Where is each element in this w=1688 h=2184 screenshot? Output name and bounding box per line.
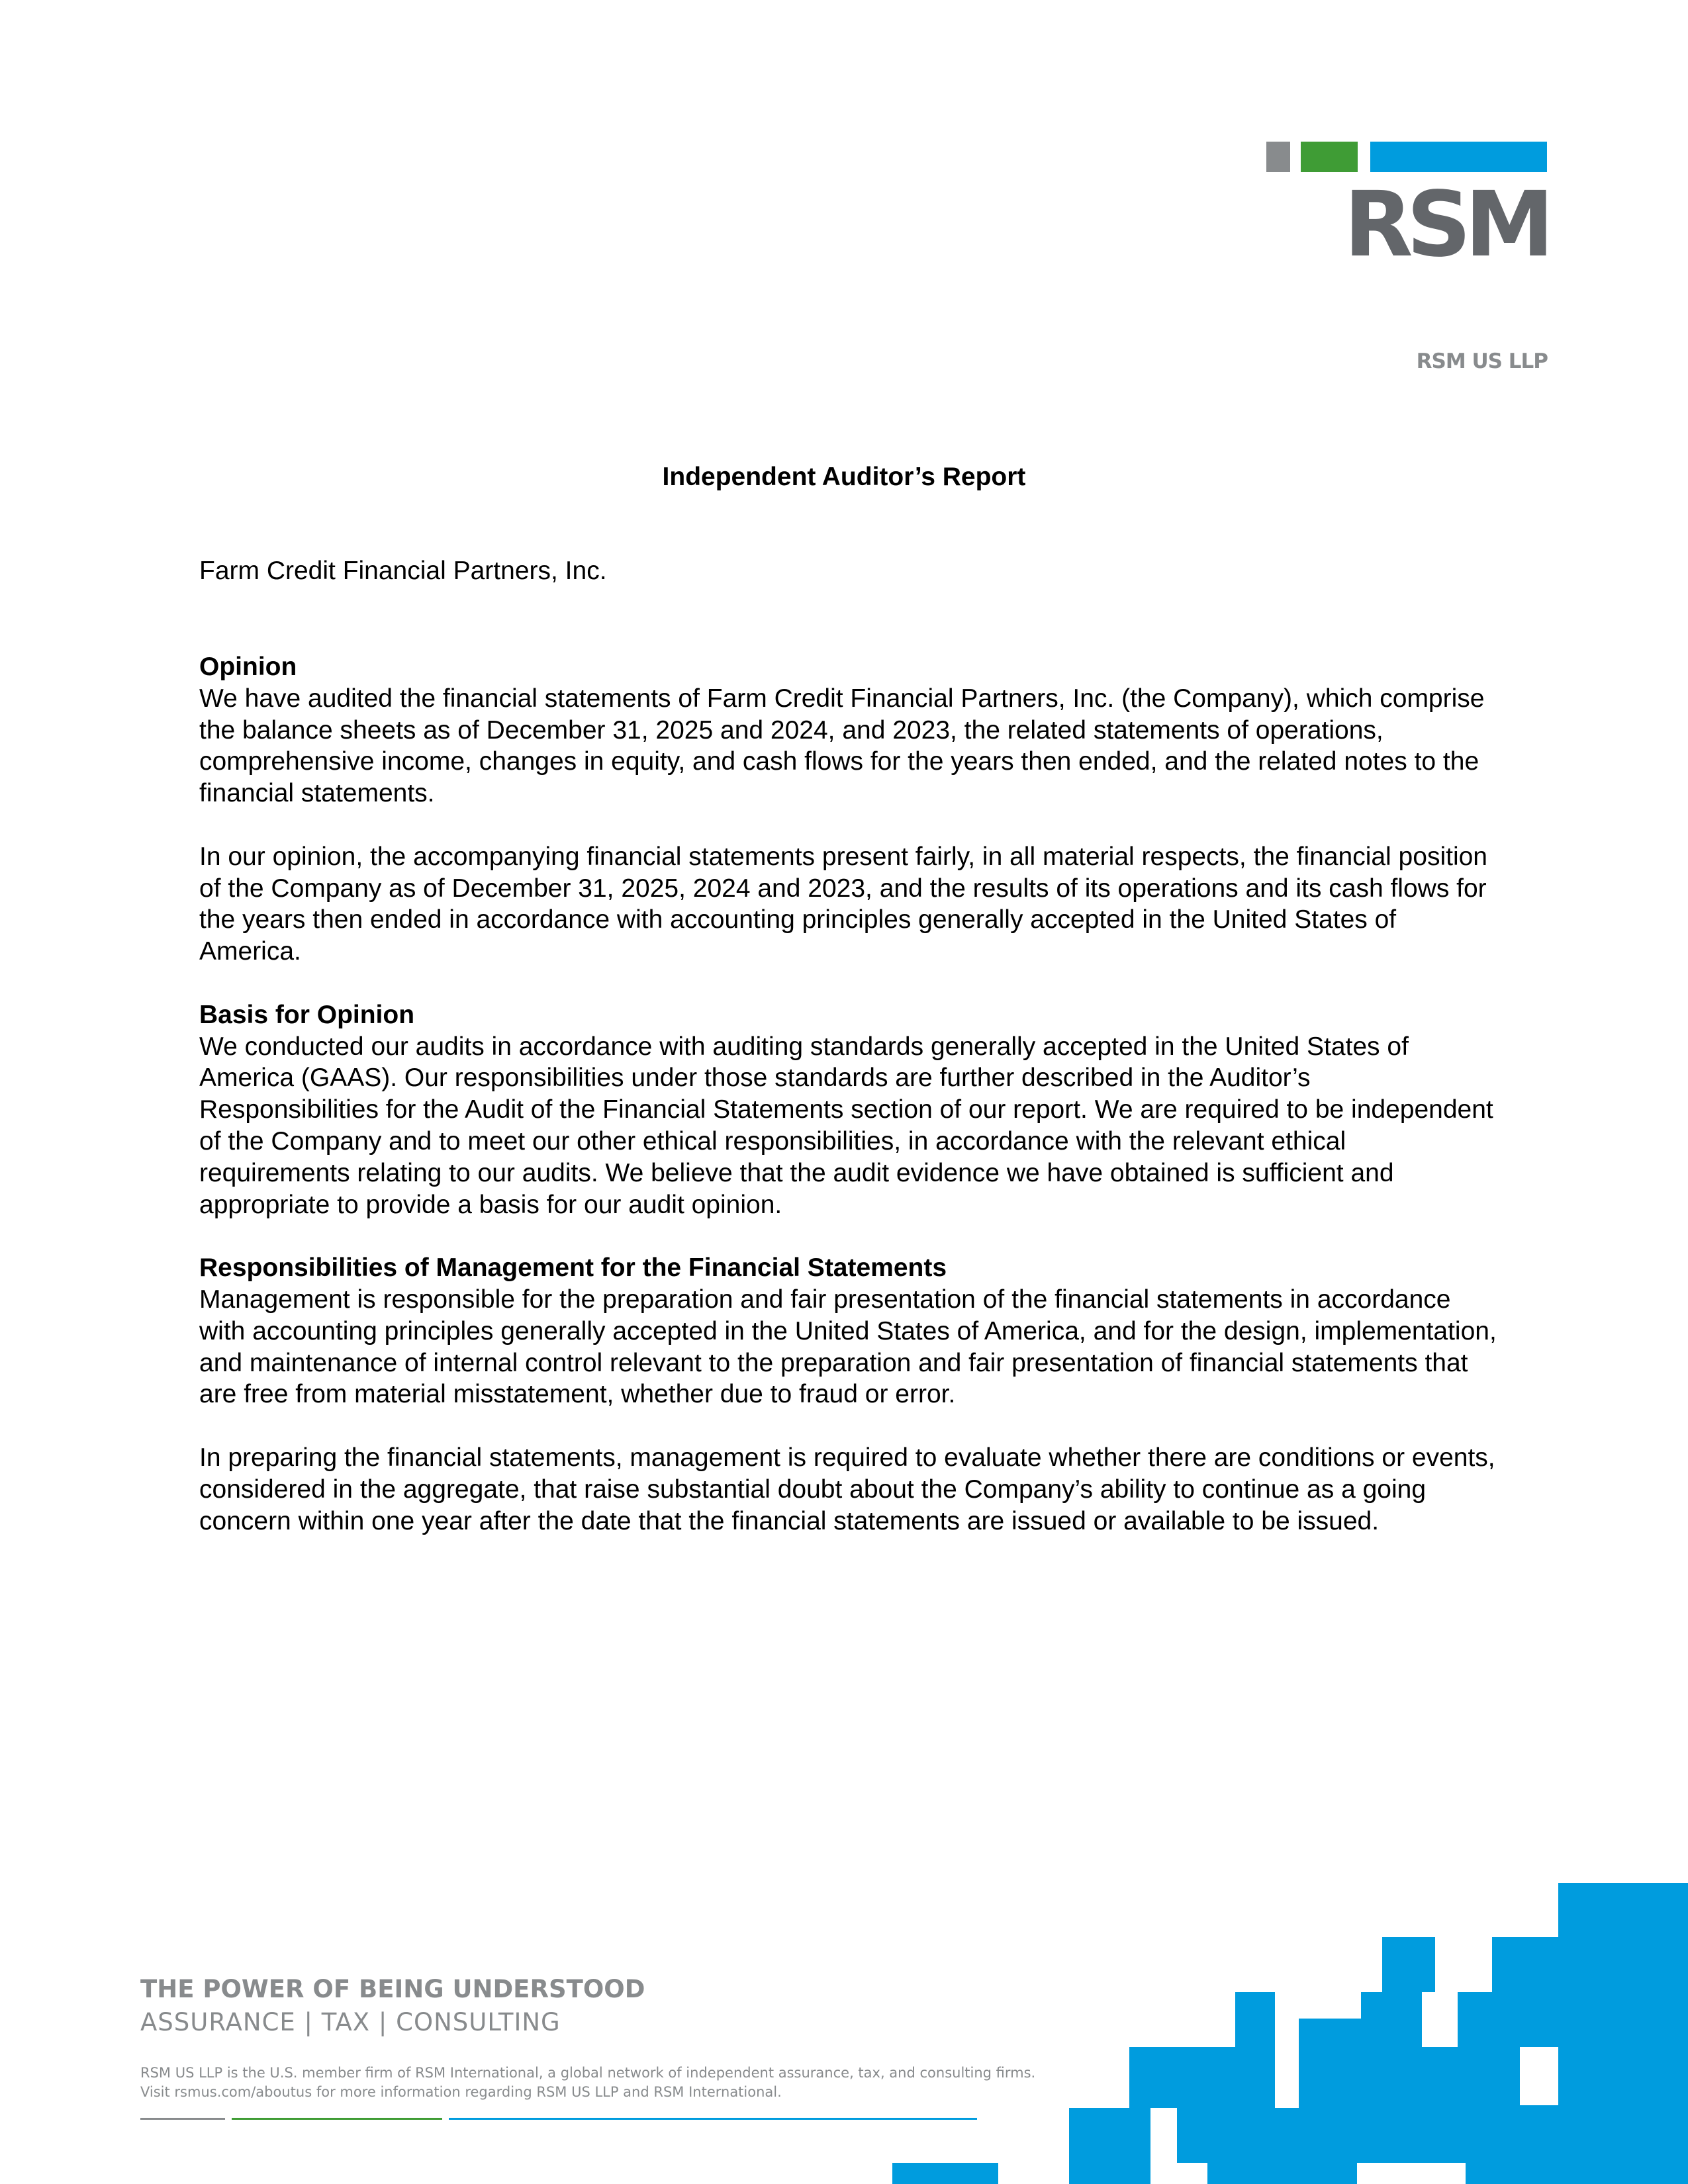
pixel-block <box>1235 1992 1275 2047</box>
paragraph: We have audited the financial statements of Farm Credit Financial Partners, Inc. (the Company), which comprise the balance sheets as of December 31, 2025 and 2024, and 2023, the related statements of operations, comprehensive income, changes in equity, and cash flows for the years then ended, and the related notes to the financial statements. <box>199 684 1485 808</box>
disclaimer-line: RSM US LLP is the U.S. member firm of RSM International, a global network of independent assurance, tax, and consulting firms. <box>140 2065 1036 2081</box>
pixel-block <box>892 2163 998 2184</box>
paragraph: In our opinion, the accompanying financial statements present fairly, in all material respects, the financial position of the Company as of December 31, 2025, 2024 and 2023, and the results of its operations and its cash flows for the years then ended in accordance with accounting principles generally accepted in the United States of America. <box>199 842 1487 966</box>
pixel-gap <box>1275 2047 1299 2108</box>
pixel-gap <box>1520 2047 1558 2105</box>
section-heading: Basis for Opinion <box>199 1000 415 1029</box>
disclaimer-line: Visit rsmus.com/aboutus for more information regarding RSM US LLP and RSM International. <box>140 2084 782 2100</box>
paragraph: We conducted our audits in accordance with auditing standards generally accepted in the United States of America (GAAS). Our responsibilities under those standards are further described in the Auditor’s Responsibilities for the Audit of the Financial Statements section of our report. We are required to be independent of the Company and to meet our other ethical responsibilities, in accordance with the relevant ethical requirements relating to our audits. We believe that the audit evidence we have obtained is sufficient and appropriate to provide a basis for our audit opinion. <box>199 1032 1493 1219</box>
pixel-gap <box>1357 2163 1466 2184</box>
pixel-gap <box>1422 1992 1458 2047</box>
section-heading: Responsibilities of Management for the Financial Statements <box>199 1253 947 1283</box>
rsm-logo: RSM <box>1343 173 1548 277</box>
paragraph: In preparing the financial statements, management is required to evaluate whether there are conditions or events, considered in the aggregate, that raise substantial doubt about the Company’s ability to continue as a going concern within one year after the date that the financial statements are issued or available to be issued. <box>199 1443 1495 1535</box>
footer-services: ASSURANCE | TAX | CONSULTING <box>140 2008 561 2036</box>
footer-tagline: THE POWER OF BEING UNDERSTOOD <box>140 1975 645 2003</box>
pixel-gap <box>1165 2163 1207 2184</box>
addressee: Farm Credit Financial Partners, Inc. <box>199 557 607 585</box>
entity-name: RSM US LLP <box>1416 349 1548 373</box>
pixel-block <box>1382 1937 1435 1992</box>
report-title: Independent Auditor’s Report <box>662 463 1026 491</box>
section-heading: Opinion <box>199 653 297 681</box>
paragraph: Management is responsible for the preparation and fair presentation of the financial statements in accordance with accounting principles generally accepted in the United States of America, and for the design, implementation, and maintenance of internal control relevant to the preparation and fair presentation of financial statements that are free from material misstatement, whether due to fraud or error. <box>199 1285 1497 1409</box>
